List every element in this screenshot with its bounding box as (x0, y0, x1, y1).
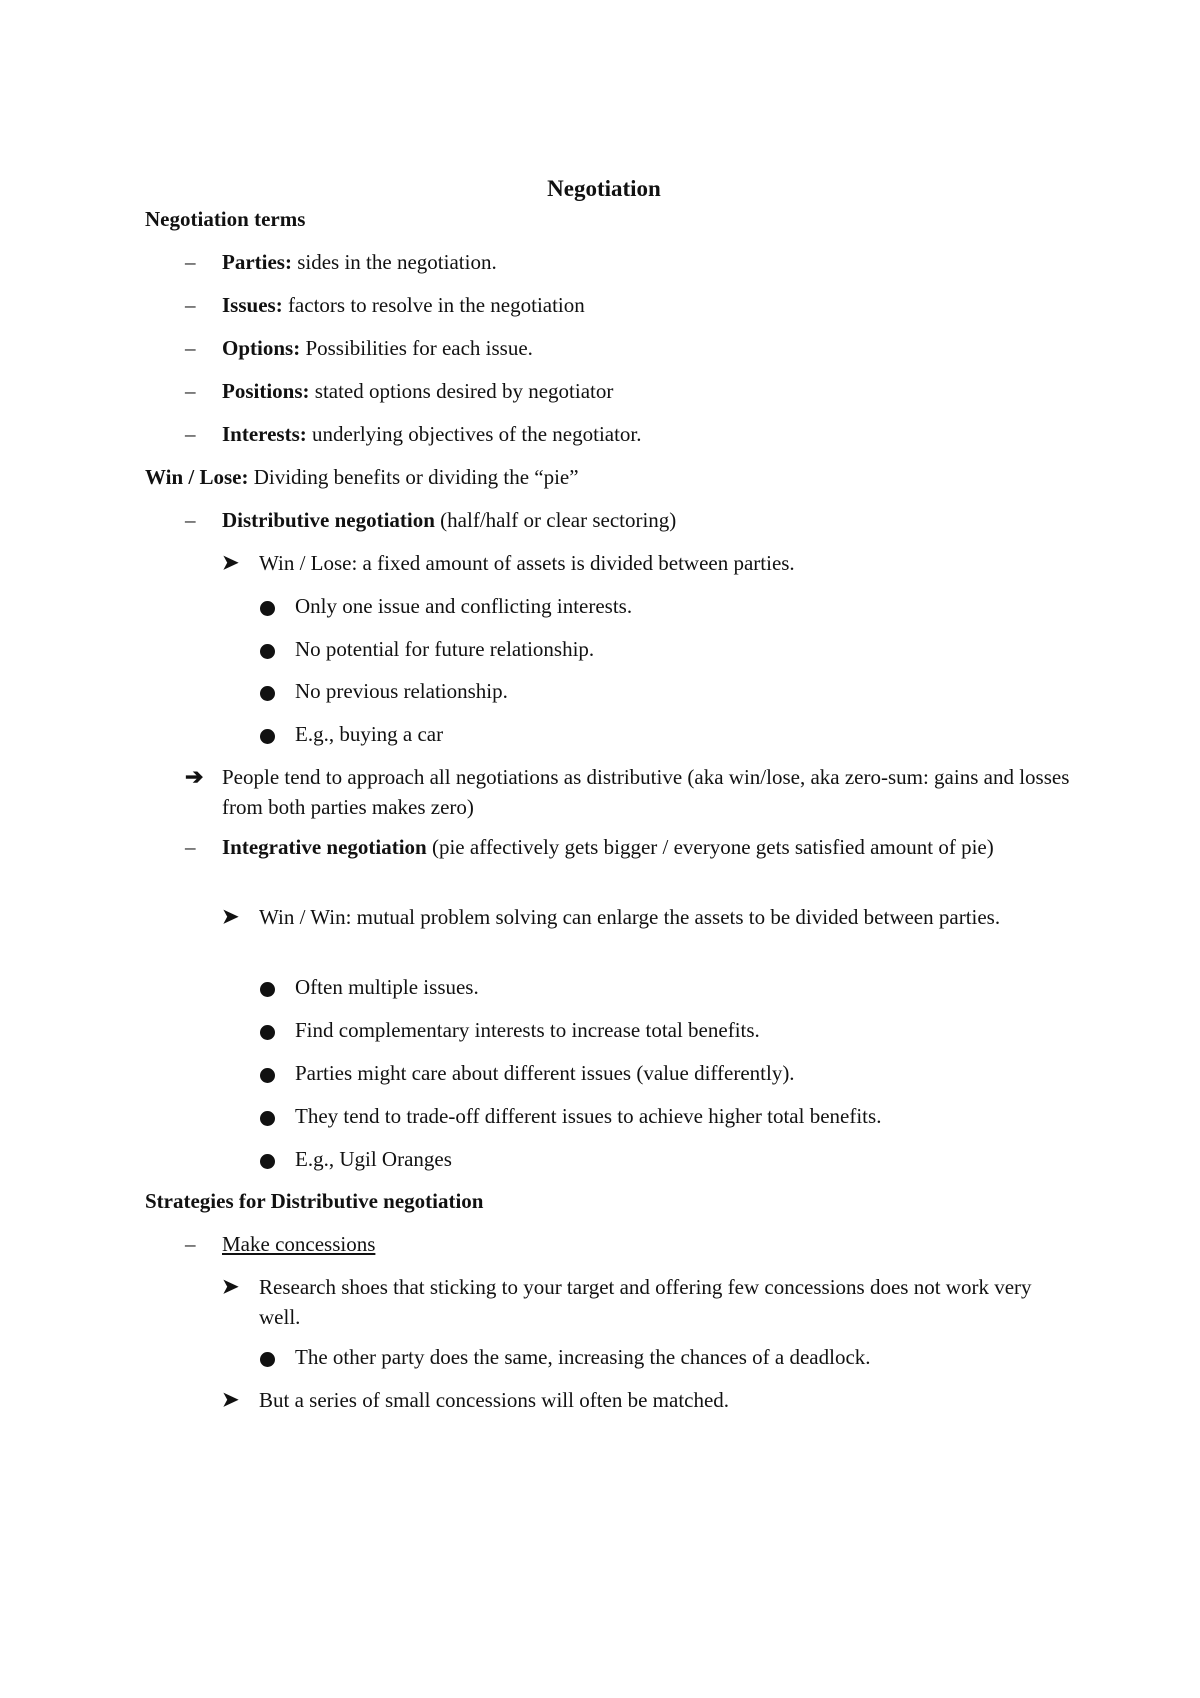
term-label: Parties: (222, 250, 292, 274)
term-definition: Dividing benefits or dividing the “pie” (248, 465, 579, 489)
sub-item-text: Research shoes that sticking to your target and offering few concessions does not work very well. (259, 1275, 1032, 1329)
section-heading-terms: Negotiation terms (145, 207, 306, 231)
dash-bullet-icon: – (185, 293, 196, 317)
dash-bullet-icon: – (185, 336, 196, 360)
term-label: Positions: (222, 379, 310, 403)
sub-item-text: Win / Win: mutual problem solving can enlarge the assets to be divided between parties. (259, 905, 1001, 929)
term-definition: stated options desired by negotiator (309, 379, 614, 403)
term-definition: sides in the negotiation. (291, 250, 497, 274)
bullet-dot-icon (260, 1068, 275, 1083)
bullet-dot-icon (260, 1154, 275, 1169)
arrow-right-icon: ➔ (185, 764, 204, 789)
term-definition: Possibilities for each issue. (300, 336, 533, 360)
bullet-text: They tend to trade-off different issues to achieve higher total benefits. (295, 1104, 882, 1128)
term-label: Options: (222, 336, 301, 360)
bullet-text: No potential for future relationship. (295, 637, 595, 661)
bullet-dot-icon (260, 1025, 275, 1040)
bullet-text: Find complementary interests to increase total benefits. (295, 1018, 760, 1042)
bullet-dot-icon (260, 686, 275, 701)
bullet-text: E.g., buying a car (295, 722, 444, 746)
bullet-text: The other party does the same, increasing the chances of a deadlock. (295, 1345, 871, 1369)
term-description: (half/half or clear sectoring) (434, 508, 677, 532)
dash-bullet-icon: – (185, 1232, 196, 1256)
term-label: Integrative negotiation (222, 835, 427, 859)
bullet-dot-icon (260, 644, 275, 659)
term-definition: factors to resolve in the negotiation (282, 293, 585, 317)
bullet-text: E.g., Ugil Oranges (295, 1147, 452, 1171)
bullet-dot-icon (260, 1111, 275, 1126)
dash-bullet-icon: – (185, 835, 196, 859)
chevron-right-icon: ➤ (222, 1389, 239, 1411)
win-lose-line (145, 462, 1065, 492)
term-label: Interests: (222, 422, 307, 446)
term-label: Issues: (222, 293, 283, 317)
dash-bullet-icon: – (185, 250, 196, 274)
term-label: Distributive negotiation (222, 508, 435, 532)
bullet-text: No previous relationship. (295, 679, 508, 703)
bullet-dot-icon (260, 982, 275, 997)
section-heading-strategies: Strategies for Distributive negotiation (145, 1189, 484, 1213)
page-title: Negotiation (547, 176, 661, 201)
bullet-text: Parties might care about different issues (value differently). (295, 1061, 795, 1085)
dash-bullet-icon: – (185, 422, 196, 446)
sub-item-text: Win / Lose: a fixed amount of assets is divided between parties. (259, 551, 795, 575)
bullet-text: Often multiple issues. (295, 975, 479, 999)
bullet-dot-icon (260, 601, 275, 616)
chevron-right-icon: ➤ (222, 552, 239, 574)
term-definition: underlying objectives of the negotiator. (306, 422, 642, 446)
note-text: People tend to approach all negotiations as distributive (aka win/lose, aka zero-sum: gains and losses from both parties makes zero) (222, 765, 1070, 819)
bullet-text: Only one issue and conflicting interests. (295, 594, 633, 618)
chevron-right-icon: ➤ (222, 906, 239, 928)
dash-bullet-icon: – (185, 508, 196, 532)
term-label: Win / Lose: (145, 465, 249, 489)
strategy-item: Make concessions (222, 1232, 376, 1256)
bullet-dot-icon (260, 1352, 275, 1367)
term-description: (pie affectively gets bigger / everyone gets satisfied amount of pie) (426, 835, 994, 859)
dash-bullet-icon: – (185, 379, 196, 403)
sub-item-text: But a series of small concessions will often be matched. (259, 1388, 730, 1412)
chevron-right-icon: ➤ (222, 1276, 239, 1298)
bullet-dot-icon (260, 729, 275, 744)
